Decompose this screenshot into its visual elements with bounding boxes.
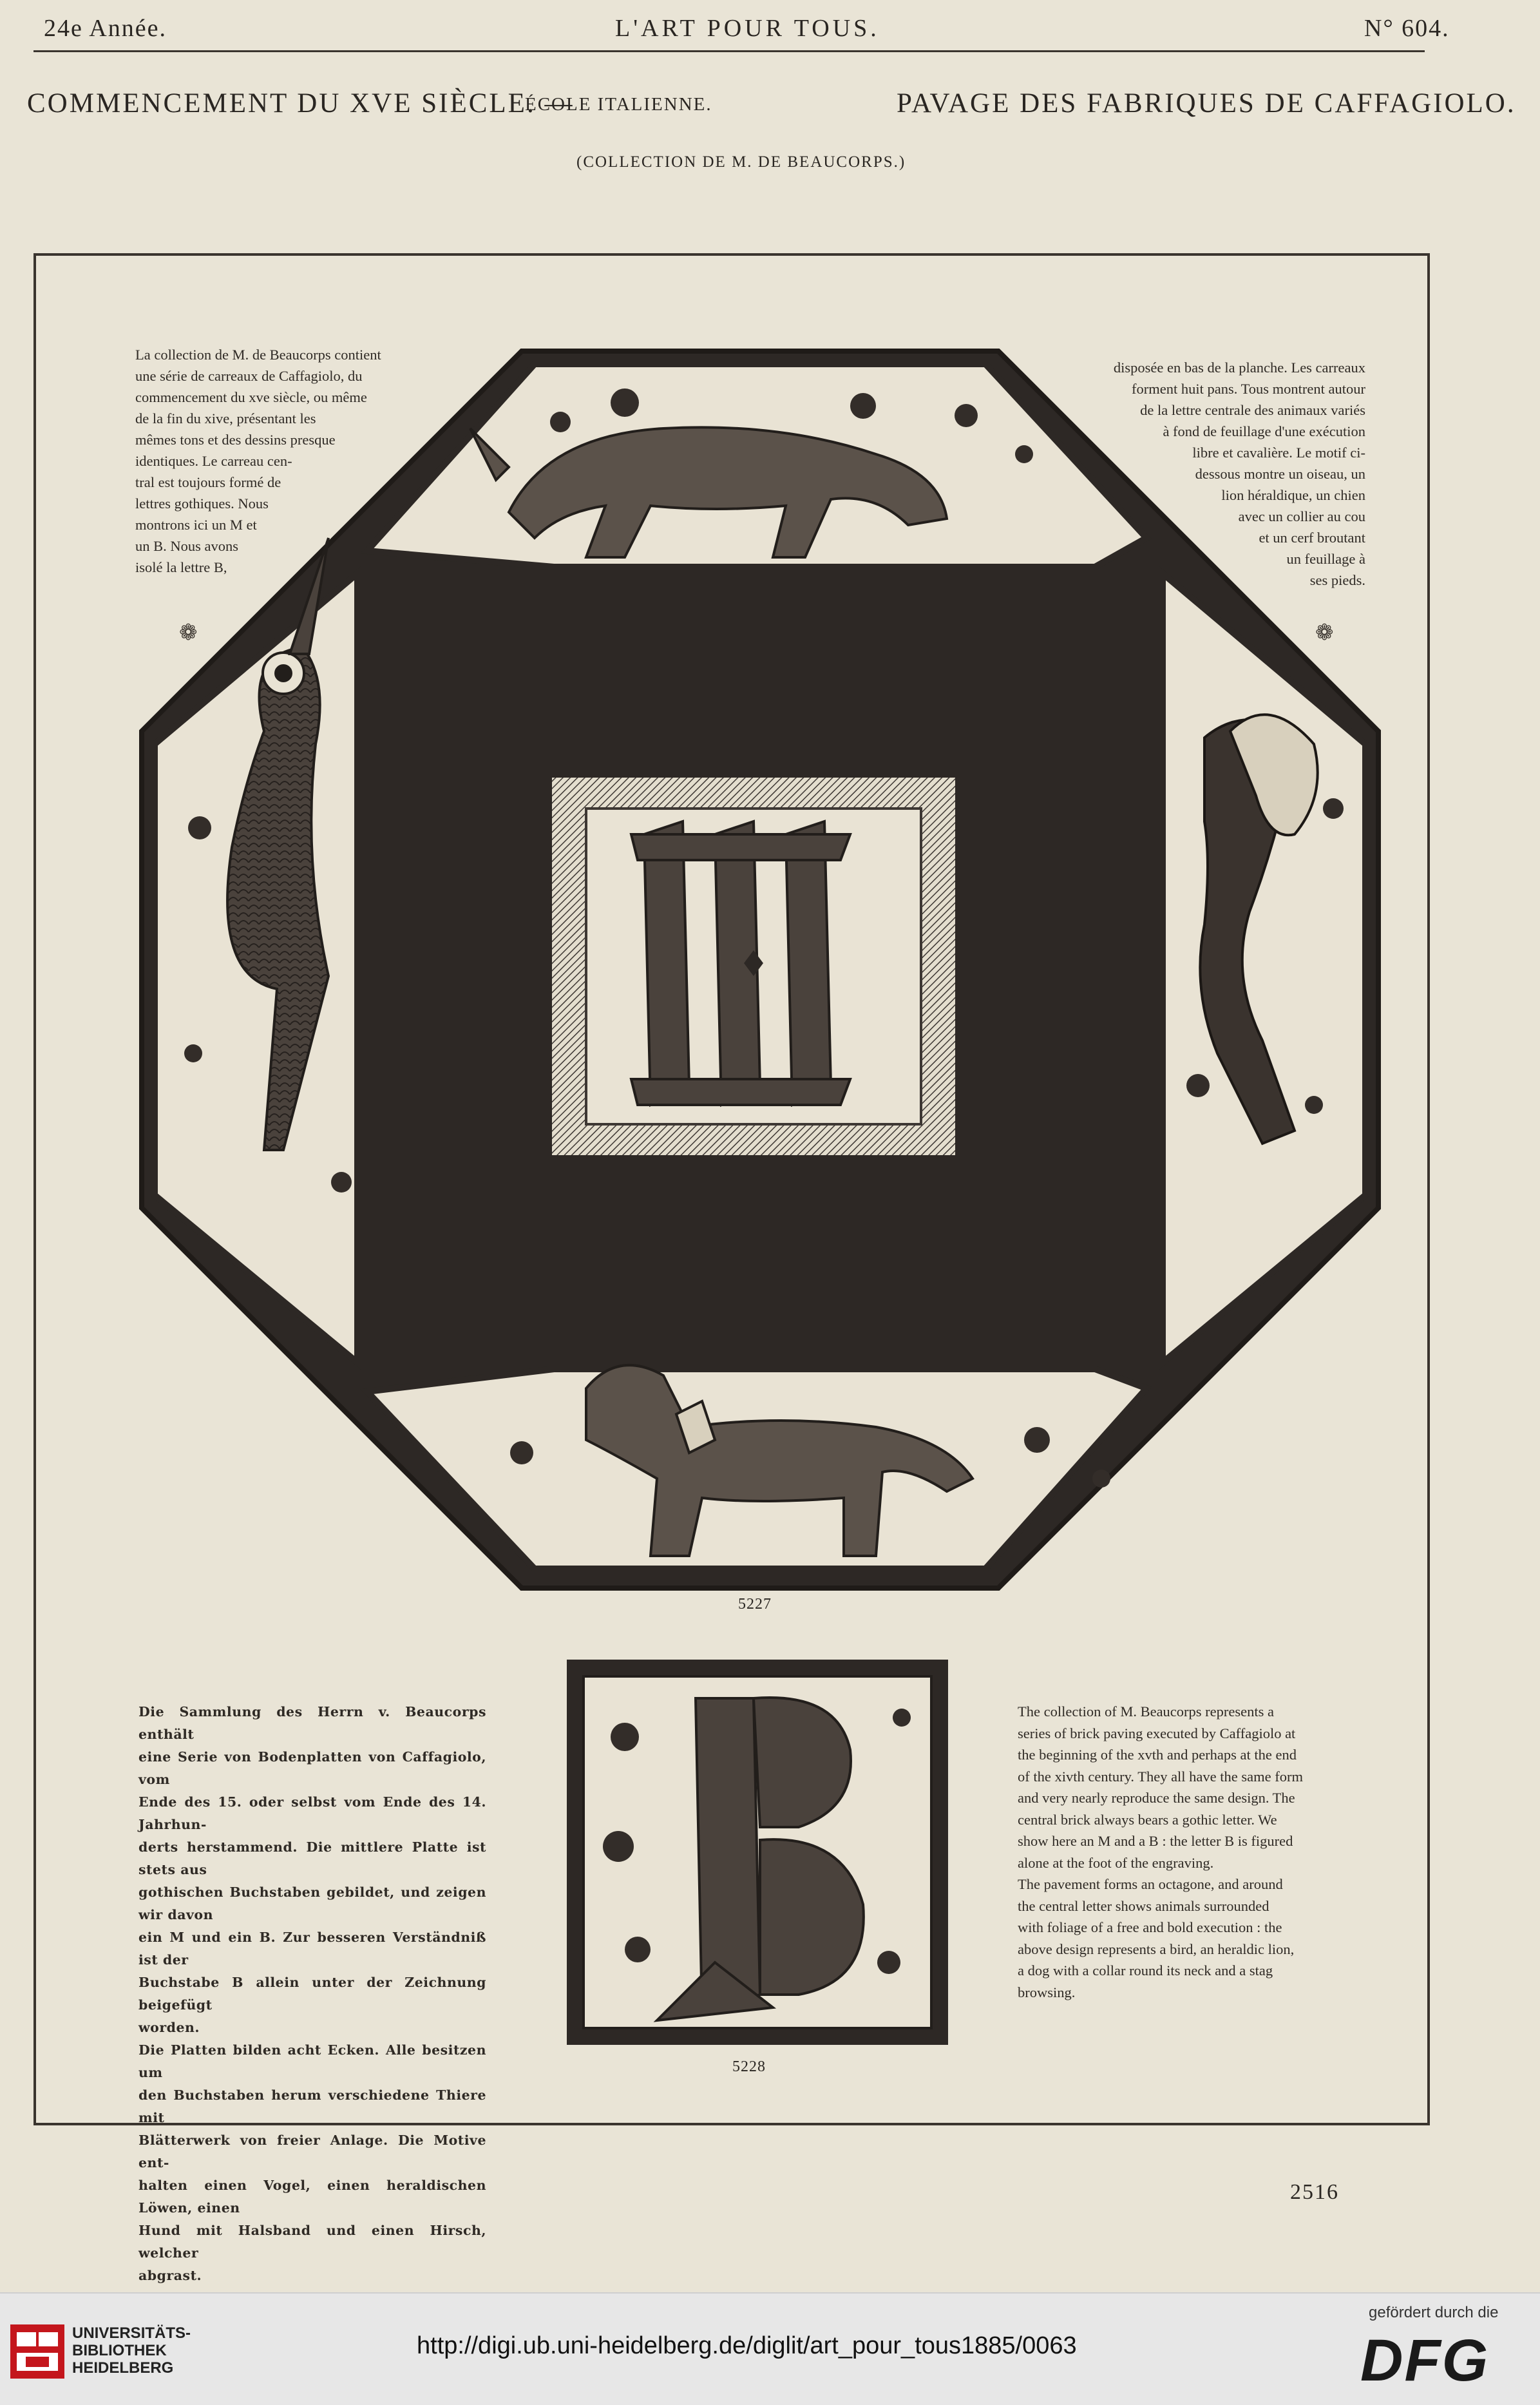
octagon-tile-engraving <box>135 345 1391 1601</box>
text-line: ses pieds. <box>1309 572 1365 588</box>
gothic-letter-m <box>631 821 850 1105</box>
text-line: the beginning of the xvth and perhaps at the end <box>1018 1747 1297 1763</box>
text-line: Die Sammlung des Herrn v. Beaucorps enthält <box>138 1704 486 1742</box>
text-line: et un cerf broutant <box>1259 530 1365 546</box>
text-line: disposée en bas de la planche. Les carreaux <box>1113 359 1365 376</box>
text-line: mêmes tons et des dessins presque <box>135 432 336 448</box>
school-title: ÉCOLE ITALIENNE. <box>525 94 712 115</box>
text-line: à fond de feuillage d'une exécution <box>1163 423 1365 439</box>
text-line: of the xivth century. They all have the same form <box>1018 1768 1303 1785</box>
dfg-logo[interactable]: DFG <box>1360 2328 1490 2393</box>
text-line: gothischen Buchstaben gebildet, und zeigen wir davon <box>138 1884 486 1922</box>
university-line: UNIVERSITÄTS- <box>72 2324 191 2342</box>
text-line: montrons ici un M et <box>135 517 257 533</box>
university-line: BIBLIOTHEK <box>72 2342 167 2359</box>
text-line: above design represents a bird, an heraldic lion, <box>1018 1940 1295 1957</box>
letter-b-tile-engraving <box>567 1660 948 2045</box>
text-line: worden. <box>138 2020 200 2035</box>
text-line: The pavement forms an octagone, and around <box>1018 1876 1283 1892</box>
text-line: isolé la lettre B, <box>135 559 227 575</box>
text-line: avec un collier au cou <box>1238 508 1365 524</box>
text-line: show here an M and a B : the letter B is figured <box>1018 1833 1293 1849</box>
figure-number-main: 5227 <box>738 1596 772 1613</box>
text-line: the central letter shows animals surrounded <box>1018 1897 1269 1914</box>
text-line: lion héraldique, un chien <box>1221 487 1365 503</box>
university-name[interactable] <box>72 2324 191 2377</box>
text-line: libre et cavalière. Le motif ci- <box>1192 445 1365 461</box>
text-line: Ende des 15. oder selbst vom Ende des 14. Jahrhun- <box>138 1794 486 1832</box>
text-line: un feuillage à <box>1286 551 1365 567</box>
text-line: dessous montre un oiseau, un <box>1195 466 1365 482</box>
page-number: 2516 <box>1290 2180 1339 2204</box>
university-line: HEIDELBERG <box>72 2359 174 2377</box>
period-title: COMMENCEMENT DU XVE SIÈCLE. — <box>27 88 575 119</box>
text-line: Hund mit Halsband und einen Hirsch, welcher <box>138 2223 486 2261</box>
text-line: central brick always bears a gothic letter. We <box>1018 1811 1277 1828</box>
text-line: identiques. Le carreau cen- <box>135 453 292 469</box>
text-line: a dog with a collar round its neck and a stag <box>1018 1962 1273 1979</box>
footer-bar <box>0 2292 1540 2405</box>
rosette-ornament: ❁ <box>179 621 198 645</box>
text-line: series of brick paving executed by Caffagiolo at <box>1018 1725 1296 1741</box>
text-line: abgrast. <box>138 2268 202 2283</box>
text-line: lettres gothiques. Nous <box>135 495 269 512</box>
text-line: derts herstammend. Die mittlere Platte ist stets aus <box>138 1839 486 1877</box>
subject-title: PAVAGE DES FABRIQUES DE CAFFAGIOLO. <box>897 88 1516 119</box>
text-line: Buchstabe B allein unter der Zeichnung beigefügt <box>138 1975 486 2013</box>
text-line: forment huit pans. Tous montrent autour <box>1132 381 1365 397</box>
text-line: Die Platten bilden acht Ecken. Alle besitzen um <box>138 2042 486 2080</box>
rosette-ornament: ❁ <box>1315 621 1334 645</box>
text-line: den Buchstaben herum verschiedene Thiere mit <box>138 2087 486 2125</box>
text-line: tral est toujours formé de <box>135 474 281 490</box>
english-text <box>1018 1701 1365 2003</box>
text-line: ein M und ein B. Zur besseren Verständniß ist der <box>138 1930 486 1968</box>
funded-by-label: gefördert durch die <box>1369 2304 1499 2321</box>
text-line: eine Serie von Bodenplatten von Caffagiolo, vom <box>138 1749 486 1787</box>
text-line: commencement du xve siècle, ou même <box>135 389 367 405</box>
text-line: alone at the foot of the engraving. <box>1018 1854 1214 1871</box>
text-line: with foliage of a free and bold execution : the <box>1018 1919 1282 1935</box>
text-line: halten einen Vogel, einen heraldischen Löwen, einen <box>138 2178 486 2216</box>
text-line: une série de carreaux de Caffagiolo, du <box>135 368 363 384</box>
text-line: de la fin du xive, présentant les <box>135 410 316 426</box>
header-rule <box>33 50 1425 52</box>
text-line: The collection of M. Beaucorps represents a <box>1018 1703 1274 1720</box>
text-line: de la lettre centrale des animaux variés <box>1140 402 1365 418</box>
issue-number: N° 604. <box>1364 15 1450 42</box>
text-line: La collection de M. de Beaucorps contient <box>135 347 381 363</box>
year-label: 24e Année. <box>44 15 167 42</box>
journal-title: L'ART POUR TOUS. <box>615 15 880 42</box>
text-line: un B. Nous avons <box>135 538 239 554</box>
german-text <box>138 1701 486 2287</box>
collection-subtitle: (COLLECTION DE M. DE BEAUCORPS.) <box>576 153 906 171</box>
text-line: Blätterwerk von freier Anlage. Die Motive ent- <box>138 2132 486 2170</box>
text-line: browsing. <box>1018 1984 1076 2000</box>
figure-number-small: 5228 <box>732 2058 766 2075</box>
university-logo-icon <box>10 2324 64 2379</box>
text-line: and very nearly reproduce the same design. The <box>1018 1790 1295 1806</box>
source-url-link[interactable]: http://digi.ub.uni-heidelberg.de/diglit/art_pour_tous1885/0063 <box>417 2332 1077 2359</box>
